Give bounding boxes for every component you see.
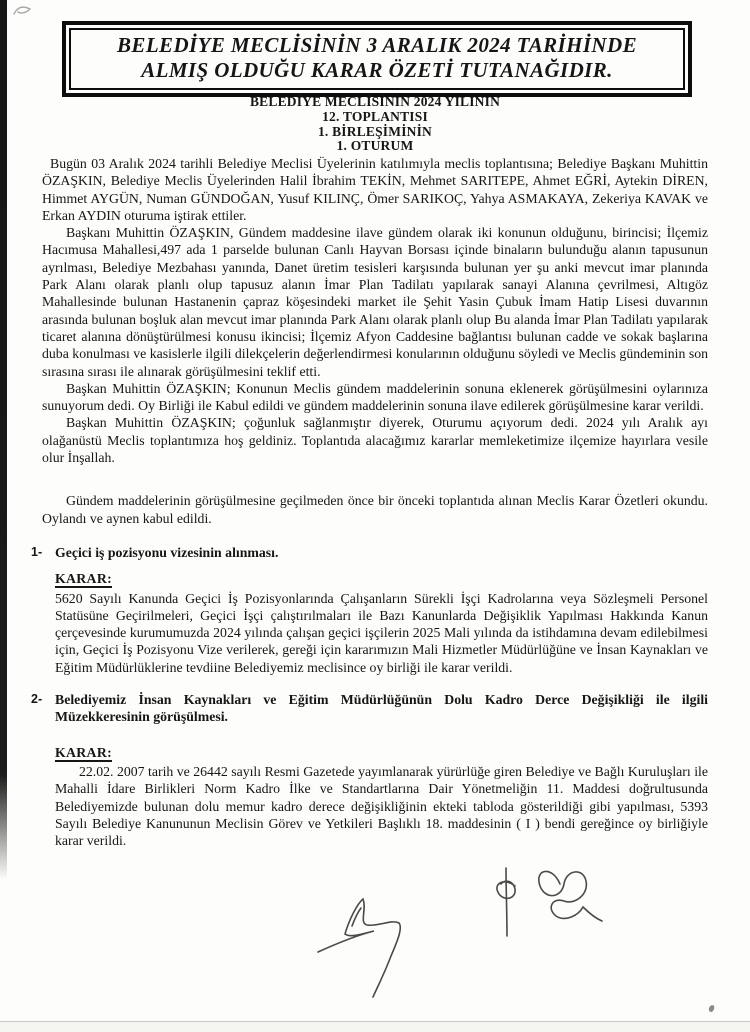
handwritten-signature-center — [308, 888, 423, 1000]
paragraph-previous-minutes: Gündem maddelerinin görüşülmesine geçilmeden önce bir önceki toplantıda alınan Meclis Karar Özetleri okundu. Oylandı ve aynen kabul edildi. — [42, 493, 708, 526]
handwritten-signature-right — [486, 852, 608, 944]
document-body — [31, 155, 708, 849]
subheader-line-session: 1. BİRLEŞİMİNİN — [317, 123, 433, 139]
document-subheader — [0, 95, 750, 154]
paragraph-opening: Başkan Muhittin ÖZAŞKIN; çoğunluk sağlanmıştır diyerek, Oturumu açıyorum dedi. 2024 yılı Aralık ayı olağanüstü Meclis toplantımıza hoş geldiniz. Toplantıda alacağımız kararlar memleketimize ilçemize hayırlara vesile olur İnşallah. — [42, 415, 708, 466]
agenda-item-1-number: 1- — [31, 544, 43, 559]
agenda-item-2-number: 2- — [31, 692, 43, 707]
scan-speck-icon — [10, 2, 40, 22]
subheader-line-year: BELEDİYE MECLİSİNİN 2024 YILININ — [249, 94, 501, 109]
subheader-line-meeting: 12. TOPLANTISI — [322, 108, 428, 124]
document-title-box — [62, 21, 692, 97]
agenda-item-1-decision-label: KARAR: — [55, 571, 112, 587]
agenda-item-1-decision-text: 5620 Sayılı Kanunda Geçici İş Pozisyonlarında Çalışanların Sürekli İşçi Kadrolarına veya Sözleşmeli Personel Statüsüne Geçirilmeleri, Geçici İşçi çalıştırılmaları ile Bazı Kanunlarda Değişiklik Yapılması Hakkında Kanun çerçevesinde kurumumuzda 2024 yılında çalışan geçici işçilerin 2025 Mali yılında da istihdamına devam edilebilmesi için, Geçici İş Pozisyonu Vize verilerek, gereği için kararımızın Mali Hizmetler Müdürlüğüne ve İnsan Kaynakları ve Eğitim Müdürlüklerine tevdiine Belediyemiz meclisince oy birliği ile karar verildi. — [55, 590, 708, 675]
document-title-inner — [69, 28, 685, 90]
page-title-line-1: BELEDİYE MECLİSİNİN 3 ARALIK 2024 TARİHİNDE — [117, 33, 637, 57]
agenda-item-1 — [31, 544, 708, 676]
page-title-line-2: ALMIŞ OLDUĞU KARAR ÖZETİ TUTANAĞIDIR. — [141, 58, 613, 82]
scan-speck-dot — [708, 1004, 715, 1012]
paragraph-attendance: Bugün 03 Aralık 2024 tarihli Belediye Meclisi Üyelerinin katılımıyla meclis toplantısına; Belediye Başkanı Muhittin ÖZAŞKIN, Belediye Meclis Üyelerinden Halil İbrahim TEKİN, Mehmet SARITEPE, Ahmet EĞRİ, Aytekin DİREN, Himmet AYGÜN, Numan GÜNDOĞAN, Yusuf KILINÇ, Ömer SARIKOÇ, Yahya ASMAKAYA, Zekeriya KAVAK ve Erkan AYDIN oturuma iştirak ettiler. — [42, 156, 708, 223]
agenda-item-2 — [31, 691, 708, 849]
paragraph-vote-additions: Başkan Muhittin ÖZAŞKIN; Konunun Meclis gündem maddelerinin sonuna eklenerek görüşülmesini oylarınıza sunuyorum dedi. Oy Birliği ile Kabul edildi ve gündem maddelerinin sonuna ilave edilerek görüşülmesine karar verildi. — [42, 380, 708, 414]
paragraph-agenda-additions: Başkanı Muhittin ÖZAŞKIN, Gündem maddesine ilave gündem olarak iki konunun olduğunu, birincisi; İlçemiz Hacımusa Mahallesi,497 ada 1 parselde bulunan Canlı Hayvan Borsası içinde binaların bulunduğu alanın tapusunun ayrılması, Belediye Mezbahası yanında, Danet üretim tesisleri karşısında bulunan yer şu anki mevcut imar planında Park Alanı olarak planlı olup tapusuz alanın İmar Plan Tadilatı yapılarak sanayi Alanına çevrilmesi, Altıgöz Mahallesinde bulunan Hastanenin çapraz köşesindeki market ile Şehit Yasin Çubuk İmam Hatip Lisesi duvarının arasında bulunan boşluk alan mevcut imar planında Park Alanı olarak planlı olup Bu alanda İmar Plan Tadilatı yapılarak ticaret alanına dönüştürülmesi konusu ikincisi; İlçemiz Afyon Caddesine bağlantısı bulunan cadde ve sokak başlarına duba konulması ve kasislerle ilgili dilekçelerin değerlendirmesi konularının olduğunu söyledi ve Meclis gündeminin son sırasına sırası ile alınarak görüşülmesini teklif etti. — [42, 225, 708, 379]
agenda-item-2-title: Belediyemiz İnsan Kaynakları ve Eğitim Müdürlüğünün Dolu Kadro Derce Değişikliği ile ilgili Müzekkeresinin görüşülmesi. — [55, 692, 708, 725]
agenda-item-1-title: Geçici iş pozisyonu vizesinin alınması. — [55, 544, 279, 560]
agenda-item-2-decision-label: KARAR: — [55, 744, 112, 760]
subheader-line-sitting: 1. OTURUM — [336, 138, 414, 154]
scan-edge-bottom — [0, 1021, 750, 1032]
agenda-item-2-decision-text: 22.02. 2007 tarih ve 26442 sayılı Resmi Gazetede yayımlanarak yürürlüğe giren Belediye ve Bağlı Kuruluşları ile Mahalli İdare Birlikleri Norm Kadro İlke ve Standartlarına Dair Yönetmeliğin 11. Maddesi doğrultusunda Belediyemizde bulunan dolu memur kadro derece değişikliğinin ekteki tabloda gösterildiği gibi yapılması, 5393 Sayılı Belediye Kanununun Meclisin Görev ve Yetkileri Başlıklı 18. maddesinin ( I ) bendi gereğince oy birliğiyle karar verildi. — [55, 763, 708, 849]
